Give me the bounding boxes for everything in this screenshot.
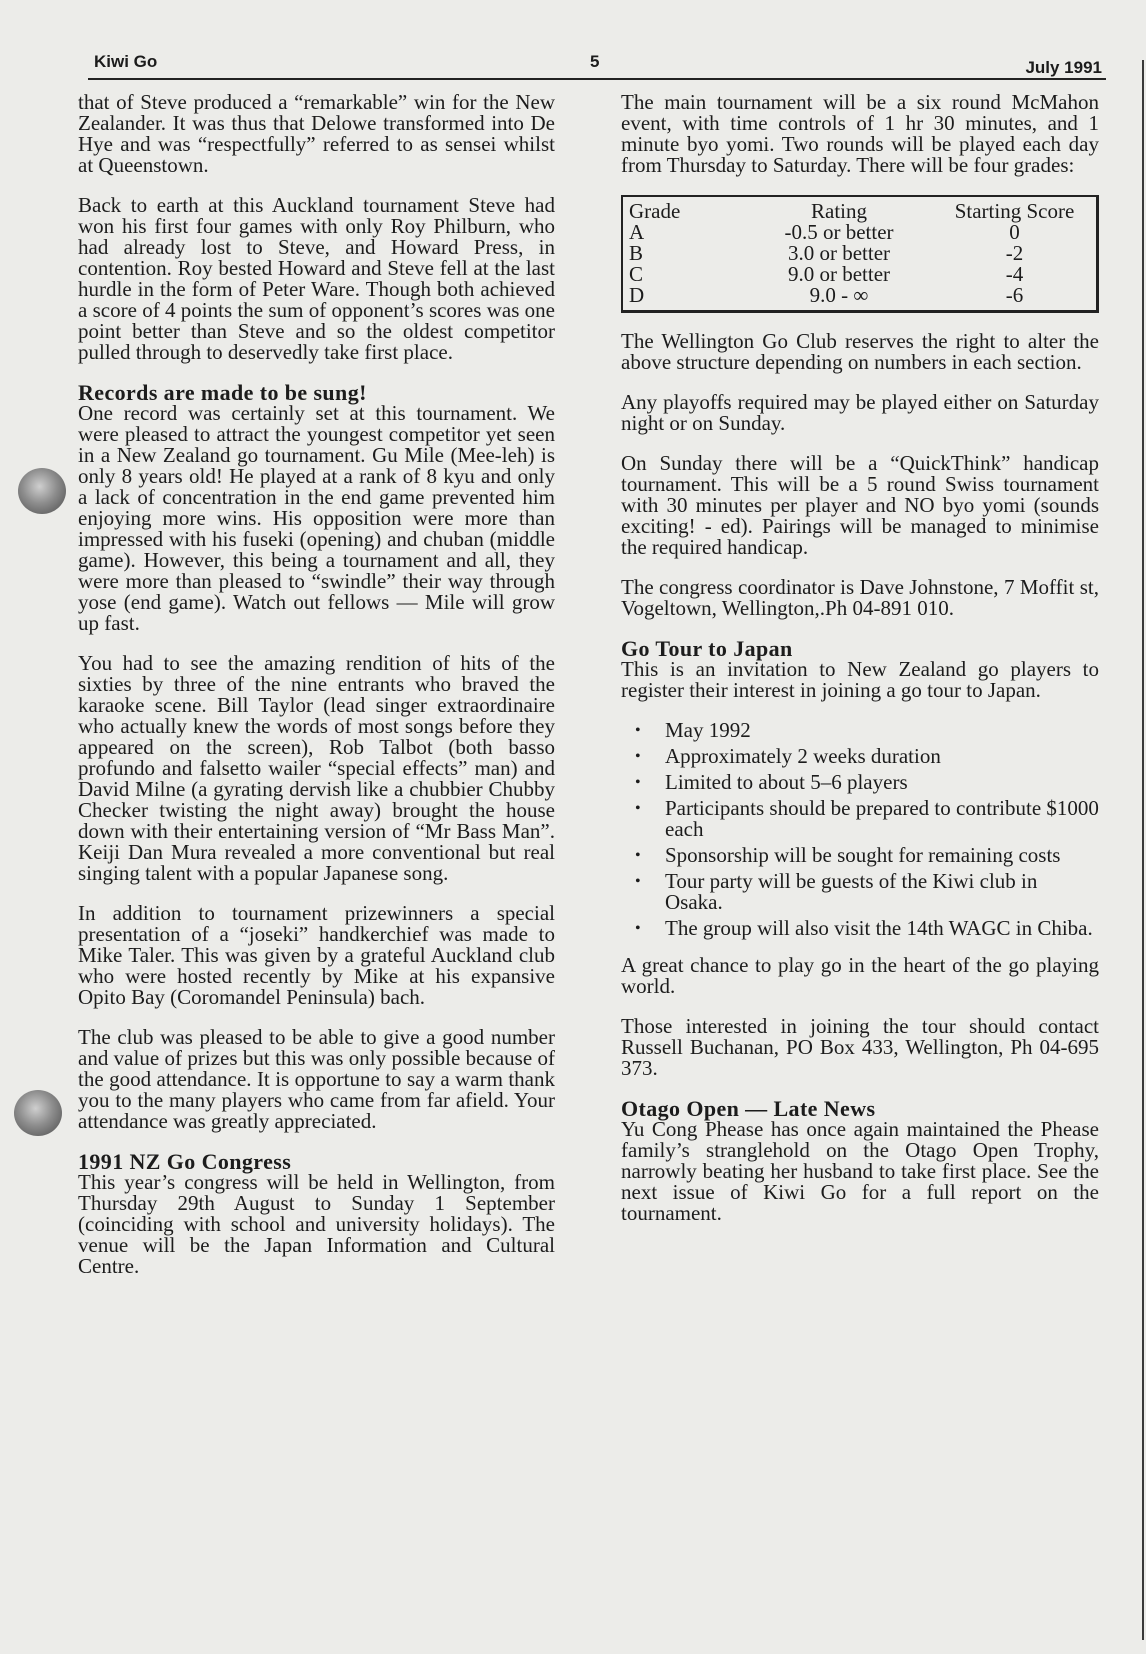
table-row: [629, 243, 1090, 264]
section-heading: Records are made to be sung!: [78, 380, 367, 405]
table-cell: -2: [1005, 241, 1024, 265]
table-cell: -4: [1005, 262, 1024, 286]
table-cell: 3.0 or better: [787, 241, 891, 265]
list-item-text: Tour party will be guests of the Kiwi club in Osaka.: [665, 869, 1038, 914]
paragraph: A great chance to play go in the heart of the go playing world.: [621, 953, 1099, 998]
grade-table-box: [621, 195, 1099, 313]
bullet-icon: •: [635, 920, 641, 937]
column-header: Rating: [811, 199, 867, 223]
table-row: [629, 285, 1090, 306]
issue-date: July 1991: [1025, 58, 1102, 77]
bullet-icon: •: [635, 748, 641, 765]
list-item: [621, 746, 1099, 767]
paragraph: In addition to tournament prizewinners a special presentation of a “joseki” handkerchief was made to Mike Taler. This was given by a grateful Auckland club who were hosted recently by Mike at his expansive Opito Bay (Coromandel Peninsula) bach.: [78, 901, 555, 1009]
page-edge-line: [1142, 60, 1144, 1640]
paragraph: The main tournament will be a six round McMahon event, with time controls of 1 hr 30 minutes, and 1 minute byo yomi. Two rounds will be played each day from Thursday to Saturday. There will be four grades:: [621, 90, 1099, 177]
table-cell: D: [629, 283, 645, 307]
bullet-icon: •: [635, 873, 641, 890]
table-row: [629, 264, 1090, 285]
table-cell: 9.0 or better: [787, 262, 891, 286]
grade-table: [629, 201, 1090, 306]
paragraph: Yu Cong Phease has once again maintained the Phease family’s stranglehold on the Otago Open Trophy, narrowly beating her husband to take first place. See the next issue of Kiwi Go for a full report on the tournament.: [621, 1117, 1099, 1225]
list-item: [621, 720, 1099, 741]
paragraph: On Sunday there will be a “QuickThink” handicap tournament. This will be a 5 round Swiss tournament with 30 minutes per player and NO byo yomi (sounds exciting! - ed). Pairings will be managed to minimise the required handicap.: [621, 451, 1099, 559]
paragraph: The Wellington Go Club reserves the right to alter the above structure depending on numbers in each section.: [621, 329, 1099, 374]
section-heading: Go Tour to Japan: [621, 636, 793, 661]
bullet-icon: •: [635, 722, 641, 739]
table-cell: C: [629, 262, 644, 286]
tour-details-list: [621, 720, 1099, 939]
list-item: [621, 772, 1099, 793]
list-item: [621, 845, 1099, 866]
page-header: [88, 50, 1106, 80]
table-cell: A: [629, 220, 645, 244]
paragraph: Those interested in joining the tour should contact Russell Buchanan, PO Box 433, Wellington, Ph 04-695 373.: [621, 1014, 1099, 1080]
column-header: Grade: [629, 199, 681, 223]
table-cell: 0: [1009, 220, 1020, 244]
list-item: [621, 798, 1099, 840]
table-cell: -6: [1005, 283, 1024, 307]
paragraph: This year’s congress will be held in Wellington, from Thursday 29th August to Sunday 1 September (coinciding with school and university holidays). The venue will be the Japan Information and Cultural Centre.: [78, 1170, 555, 1278]
punch-hole-mark: [14, 1090, 62, 1136]
column-header: Starting Score: [954, 199, 1075, 223]
paragraph: Any playoffs required may be played either on Saturday night or on Sunday.: [621, 390, 1099, 435]
paragraph: The club was pleased to be able to give a good number and value of prizes but this was only possible because of the good attendance. It is opportune to say a warm thank you to the many players who came from far afield. Your attendance was greatly appreciated.: [78, 1025, 555, 1133]
paragraph: You had to see the amazing rendition of hits of the sixties by three of the nine entrants who braved the karaoke scene. Bill Taylor (lead singer extraordinaire who actually knew the words of most songs before they appeared on the screen), Rob Talbot (both basso profundo and falsetto wailer “special effects” man) and David Milne (a gyrating dervish like a chubbier Chubby Checker twisting the night away) brought the house down with their entertaining version of “Mr Bass Man”. Keiji Dan Mura revealed a more conventional but real singing talent with a popular Japanese song.: [78, 651, 555, 885]
list-item: [621, 871, 1099, 913]
list-item-text: Limited to about 5–6 players: [665, 770, 908, 794]
left-column: [78, 92, 555, 1296]
table-cell: B: [629, 241, 644, 265]
paragraph: that of Steve produced a “remarkable” win for the New Zealander. It was thus that Delowe transformed into De Hye and was “respectfully” referred to as sensei whilst at Queenstown.: [78, 90, 555, 177]
list-item-text: Sponsorship will be sought for remaining costs: [665, 843, 1061, 867]
list-item-text: Participants should be prepared to contribute $1000 each: [665, 796, 1099, 841]
list-item-text: The group will also visit the 14th WAGC in Chiba.: [665, 916, 1093, 940]
section-heading: Otago Open — Late News: [621, 1096, 876, 1121]
bullet-icon: •: [635, 847, 641, 864]
list-item-text: Approximately 2 weeks duration: [665, 744, 941, 768]
table-cell: -0.5 or better: [784, 220, 894, 244]
section-heading: 1991 NZ Go Congress: [78, 1149, 292, 1174]
right-column: [621, 92, 1099, 1243]
list-item: [621, 918, 1099, 939]
bullet-icon: •: [635, 774, 641, 791]
page-number: 5: [590, 52, 600, 71]
table-header-row: [629, 201, 1090, 222]
list-item-text: May 1992: [665, 718, 751, 742]
paragraph: This is an invitation to New Zealand go players to register their interest in joining a go tour to Japan.: [621, 657, 1099, 702]
punch-hole-mark: [18, 468, 66, 514]
paragraph: The congress coordinator is Dave Johnstone, 7 Moffit st, Vogeltown, Wellington,.Ph 04-891 010.: [621, 575, 1099, 620]
bullet-icon: •: [635, 800, 641, 817]
paragraph: Back to earth at this Auckland tournament Steve had won his first four games with only Roy Philburn, who had already lost to Steve, and Howard Press, in contention. Roy bested Howard and Steve fell at the last hurdle in the form of Peter Ware. Though both achieved a score of 4 points the sum of opponent’s scores was one point better than Steve and so the oldest competitor pulled through to deservedly take first place.: [78, 193, 555, 364]
paragraph: One record was certainly set at this tournament. We were pleased to attract the youngest competitor yet seen in a New Zealand go tournament. Gu Mile (Mee-leh) is only 8 years old! He played at a rank of 8 kyu and only a lack of concentration in the end game prevented him enjoying more wins. His opposition were more than impressed with his fuseki (opening) and chuban (middle game). However, this being a tournament and all, they were more than pleased to “swindle” their way through yose (end game). Watch out fellows — Mile will grow up fast.: [78, 401, 555, 635]
table-cell: 9.0 - ∞: [809, 283, 869, 307]
table-row: [629, 222, 1090, 243]
publication-name: Kiwi Go: [94, 52, 158, 71]
